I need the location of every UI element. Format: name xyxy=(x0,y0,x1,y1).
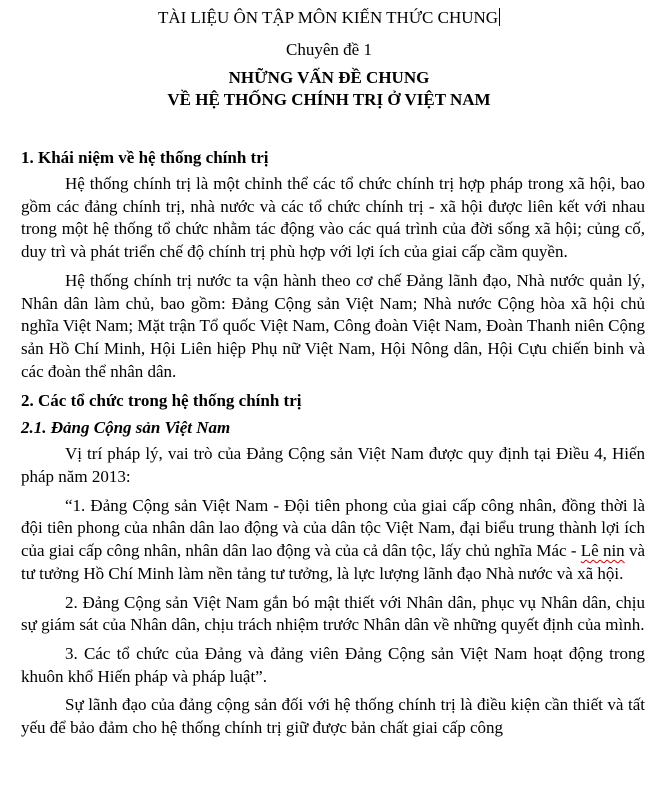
quote-1-text-start: “1. Đảng Cộng sản Việt Nam - Đội tiên phong của giai cấp công nhân, đồng thời là đội tiên phong của nhân dân lao động và của dân tộc Việt Nam, đại biểu trung thành lợi ích của giai cấp công nhân, nhân dân lao động và của cả dân tộc, lấy chủ nghĩa Mác - xyxy=(21,495,645,561)
section-2-1-paragraph-2: Sự lãnh đạo của đảng cộng sản đối với hệ thống chính trị là điều kiện cần thiết và tất yếu để bảo đảm cho hệ thống chính trị giữ được bản chất giai cấp công xyxy=(21,695,645,738)
section-2-heading: 2. Các tổ chức trong hệ thống chính trị xyxy=(21,391,302,411)
section-1-paragraph-2: Hệ thống chính trị nước ta vận hành theo cơ chế Đảng lãnh đạo, Nhà nước quản lý, Nhân dân làm chủ, bao gồm: Đảng Cộng sản Việt Nam; Nhà nước Cộng hòa xã hội chủ nghĩa Việt Nam; Mặt trận Tổ quốc Việt Nam, Công đoàn Việt Nam, Đoàn Thanh niên Cộng sản Hồ Chí Minh, Hội Liên hiệp Phụ nữ Việt Nam, Hội Nông dân, Hội Cựu chiến binh và các đoàn thể nhân dân. xyxy=(21,270,645,381)
section-1-paragraph-1: Hệ thống chính trị là một chỉnh thể các tổ chức chính trị hợp pháp trong xã hội, bao gồm các đảng chính trị, nhà nước và các tổ chức chính trị - xã hội được liên kết với nhau trong một hệ thống tổ chức nhằm tác động vào các quá trình của đời sống xã hội; củng cố, duy trì và phát triển chế độ chính trị phù hợp với lợi ích của giai cấp cầm quyền. xyxy=(21,174,645,262)
section-2-1-heading: 2.1. Đảng Cộng sản Việt Nam xyxy=(21,418,231,438)
main-title-line-1: NHỮNG VẤN ĐỀ CHUNG xyxy=(228,68,430,87)
document-title xyxy=(0,6,658,30)
constitution-quote-3: 3. Các tổ chức của Đảng và đảng viên Đảng Cộng sản Việt Nam hoạt động trong khuôn khổ Hiến pháp và pháp luật”. xyxy=(21,643,645,686)
document-body xyxy=(21,146,645,740)
main-title xyxy=(0,67,658,111)
quote-1-text-end: và tư tưởng Hồ Chí Minh làm nền tảng tư tưởng, là lực lượng lãnh đạo Nhà nước và xã hội. xyxy=(21,541,646,583)
constitution-quote-1 xyxy=(21,495,645,586)
constitution-quote-2: 2. Đảng Cộng sản Việt Nam gắn bó mật thiết với Nhân dân, phục vụ Nhân dân, chịu sự giám sát của Nhân dân, chịu trách nhiệm trước Nhân dân về những quyết định của mình. xyxy=(21,592,645,635)
main-title-line-2: VỀ HỆ THỐNG CHÍNH TRỊ Ở VIỆT NAM xyxy=(167,90,491,109)
topic-label: Chuyên đề 1 xyxy=(286,40,372,59)
spellcheck-flagged-word[interactable]: Lê nin xyxy=(580,541,625,561)
section-1-heading: 1. Khái niệm về hệ thống chính trị xyxy=(21,148,269,167)
section-2-1-paragraph-1: Vị trí pháp lý, vai trò của Đảng Cộng sản Việt Nam được quy định tại Điều 4, Hiến pháp năm 2013: xyxy=(21,444,645,487)
text-cursor xyxy=(499,8,500,26)
document-title-text: TÀI LIỆU ÔN TẬP MÔN KIẾN THỨC CHUNG xyxy=(157,8,499,27)
